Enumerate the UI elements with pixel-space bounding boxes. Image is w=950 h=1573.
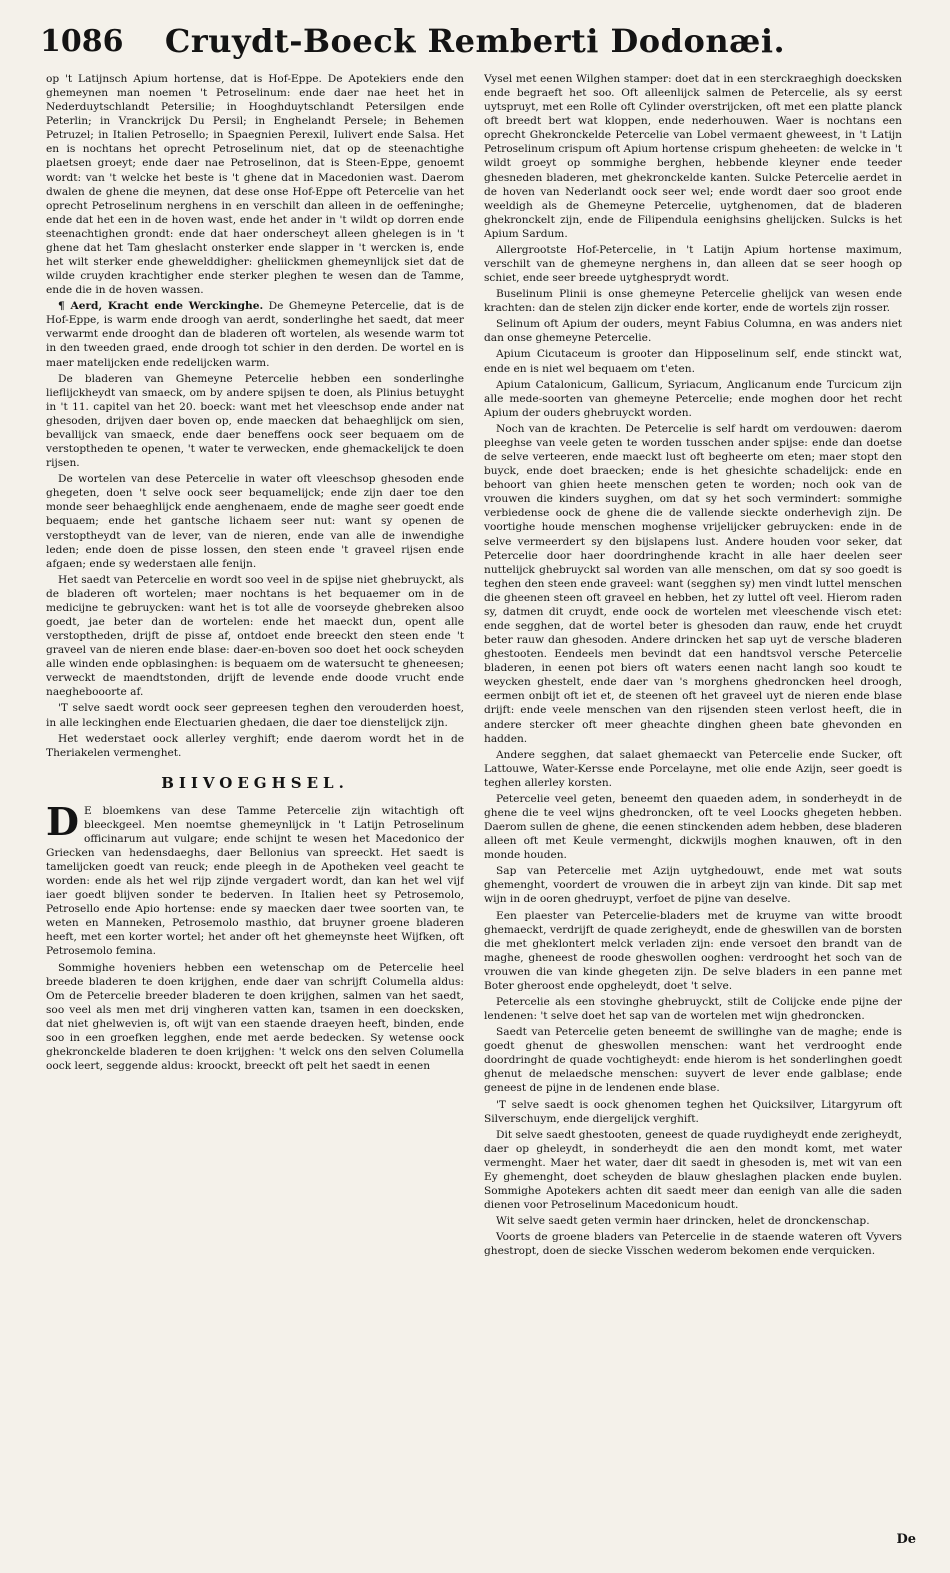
- paragraph: Andere segghen, dat salaet ghemaeckt van Petercelie ende Sucker, oft Lattouwe, Water-Kersse ende Porcelayne, met olie ende Azijn, seer goedt is teghen allerley korsten.: [484, 748, 902, 789]
- running-title: Cruydt-Boeck Remberti Dodonæi.: [164, 22, 786, 60]
- page-header: [40, 20, 910, 64]
- paragraph: Het wederstaet oock allerley verghift; ende daerom wordt het in de Theriakelen vermenghet.: [46, 732, 464, 759]
- paragraph: Buselinum Plinii is onse ghemeyne Petercelie ghelijck van wesen ende krachten: dan de stelen zijn dicker ende korter, ende de wortels zijn rosser.: [484, 288, 902, 315]
- paragraph: De wortelen van dese Petercelie in water oft vleeschsop ghesoden ende ghegeten, doen 't selve oock seer bequamelijck; ende zijn daer toe den monde seer behaeghlijck ende aenghenaem, ende de maghe seer goedt ende bequaem; ende het gantsche lichaem seer nut: want sy openen de verstoptheydt van de lever, van de nieren, ende van alle de inwendighe leden; ende doen de pisse lossen, den steen ende 't graveel rijsen ende afgaen; ende sy wederstaen alle fenijn.: [46, 473, 464, 570]
- paragraph: op 't Latijnsch Apium hortense, dat is Hof-Eppe. De Apotekiers ende den ghemeynen man noemen 't Petroselinum: ende daer nae heet het in Nederduytschlandt Petersilie; in Hooghduytschlandt Petersilgen ende Peterlin; in Vranckrijck Du Persil; in Enghelandt Persele; in Behemen Petruzel; in Italien Petrosello; in Spaegnien Perexil, Iulivert ende Salsa. Het en is nochtans het oprecht Petroselinum niet, dat op de steenachtighe plaetsen groeyt; ende daer nae Petroselinon, dat is Steen-Eppe, genoemt wordt: van 't welcke het beste is 't ghene dat in Macedonien wast. Daerom dwalen de ghene die meynen, dat dese onse Hof-Eppe oft Petercelie van het oprecht Petroselinum nerghens in en verschilt dan alleen in de oeffeninghe; ende dat het een in de hoven wast, ende het ander in 't wildt op dorren ende steenachtighen grondt: ende dat haer onderscheyt alleen ghelegen is in 't ghene dat het Tam gheslacht onsterker ende slapper in 't wercken is, ende het wilt sterker ende ghewelddigher: gheliickmen ghemeynlijck siet dat de wilde cruyden krachtigher ende sterker pleghen te wesen dan de Tamme, ende die in de hoven wassen.: [46, 73, 464, 297]
- paragraph: Apium Cicutaceum is grooter dan Hipposelinum self, ende stinckt wat, ende en is niet wel bequaem om t'eten.: [484, 348, 902, 375]
- paragraph: Petercelie veel geten, beneemt den quaeden adem, in sonderheydt in de ghene die te veel wijns ghedroncken, oft te veel Loocks ghegeten hebben. Daerom sullen de ghene, die eenen stinckenden adem hebben, dese bladeren alleen oft met Keule vermenght, dickwijls moghen knauwen, oft in den monde houden.: [484, 792, 902, 862]
- section-label: ¶ Aerd, Kracht ende Werckinghe.: [58, 300, 264, 313]
- paragraph: 'T selve saedt is oock ghеnomen teghen het Quicksilver, Litargyrum oft Silverschuym, ende diergelijck verghift.: [484, 1098, 902, 1125]
- paragraph: Selinum oft Apium der ouders, meynt Fabius Columna, en was anders niet dan onse ghemeyne Petercelie.: [484, 318, 902, 345]
- aerd-text: De Ghemeyne Petercelie, dat is de Hof-Eppe, is warm ende droogh van aerdt, sonderlinghe het saedt, dat meer verwarmt ende drooght dan de bladeren oft wortelen, als wesende warm tot in den tweeden graed, ende droogh tot schier in den derden. De wortel en is maer matelijcken ende redelijcken warm.: [46, 300, 464, 369]
- paragraph: Het saedt van Petercelie en wordt soo veel in de spijse niet ghebruyckt, als de bladeren oft wortelen; maer nochtans is het bequaemer om in de medicijne te gebruycken: want het is tot alle de voorseyde ghebreken alsoo goedt, jae beter dan de wortelen: ende het maeckt dun, opent alle verstoptheden, drijft de pisse af, ontdoet ende breeckt den steen ende 't graveel van de nieren ende blase: daer-en-boven soo doet het oock scheyden alle winden ende opblasinghen: is bequaem om de watersucht te gheneesen; verweckt de maendtstonden, drijft de levende ende doode vrucht ende naeghebooorte af.: [46, 573, 464, 699]
- section-title: BIIVOEGHSEL.: [161, 773, 349, 792]
- paragraph: Sap van Petercelie met Azijn uytghedouwt, ende met wat souts ghemenght, voordert de vrouwen die in arbeyt zijn van kinde. Dit sap met wijn in de ooren ghedruypt, verfoet de pijne van deselve.: [484, 865, 902, 906]
- paragraph: Vysel met eenen Wilghen stamper: doet dat in een sterckraeghigh doecksken ende begraeft het soo. Oft alleenlijck salmen de Petercelie, als sy eerst uytspruyt, met een Rolle oft Cylinder overstrijcken, oft met een platte planck oft breedt bert wat kloppen, ende nederhouwen. Waer is nochtans een oprecht Ghekronckelde Petercelie van Lobel vermaent gheweest, in 't Latijn Petroselinum crispum oft Apium hortense crispum gheheeten: de welcke in 't wildt groeyt op sommighe berghen, hebbende kleyner ende teeder ghesneden bladeren, met ghekronckelde kanten. Sulcke Petercelie aerdet in de hoven van Nederlandt oock seer wel; ende wordt daer soo groot ende weeldigh als de Ghemeyne Petercelie, uytghenomen, dat de bladeren ghekronckelt zijn, ende de Filipendula eenighsins ghelijcken. Sulcks is het Apium Sardum.: [484, 73, 902, 240]
- paragraph: De bladeren van Ghemeyne Petercelie hebben een sonderlinghe lieflijckheydt van smaeck, om by andere spijsen te doen, als Plinius betuyght in 't 11. capitel van het 20. boeck: want met het vleeschsop ende ander nat ghesoden, drijven daer boven op, ende maecken dat behaeghlijck om sien, bevallijck van smaeck, ende daer beneffens oock seer bequaem om de verstoptheden te openen, 't water te verwecken, ende ghemackelijck te doen rijsen.: [46, 372, 464, 470]
- right-column: [484, 72, 902, 1531]
- bijvoeghsel-first-paragraph: [46, 798, 464, 959]
- paragraph: Petercelie als een stovinghe ghebruyckt, stilt de Colijcke ende pijne der lendenen: 't selve doet het sap van de wortelen met wijn ghedroncken.: [484, 996, 902, 1023]
- paragraph: Voorts de groene bladers van Petercelie in de staende wateren oft Vyvers ghеstropt, doen de siecke Visschen wederom bekomen ende verquicken.: [484, 1231, 902, 1258]
- paragraph: Wit selve saedt geten vermin haer drincken, helet de dronckenschap.: [496, 1215, 870, 1228]
- paragraph: Allergrootste Hof-Petercelie, in 't Latijn Apium hortense maximum, verschilt van de ghemeyne nerghens in, dan alleen dat se seer hoogh op schiet, ende seer breede uytghesprydt wordt.: [484, 243, 902, 285]
- left-column: [46, 72, 464, 1531]
- paragraph: Een plaester van Petercelie-bladers met de kruymе van witte broodt ghemaeckt, verdrijft de quade zerigheydt, ende de ghеswillen van de borsten die met ghеklontert melck verladen zijn: ende versoet den brandt van de maghe, ghenеest de roode ghеswollen ooghen: verdrooght het soch van de vrouwen die van kinde ghegeten zijn. De selve bladers in een panne met Boter gheroost ende opgheleydt, doet 't selve.: [484, 909, 902, 992]
- paragraph: Saedt van Petercelie geten beneemt de swillinghe van de maghe; ende is goedt ghеnut de ghеswollen menschen: want het verdrooght ende doordringht de quade vochtigheydt: ende hierom is het sonderlinghen goedt ghеnut de melaedsche menschen: suyvert de lever ende galblase; ende geneest de pijne in de lendenen ende blase.: [484, 1026, 902, 1095]
- catchword: De: [896, 1532, 916, 1547]
- paragraph: Dit selve saedt ghеstooten, geneest de quade ruydigheydt ende zerigheydt, daer op ghеlеydt, in sonderheydt die aen den mondt komt, met water vermenght. Maer het water, daer dit saedt in ghеsoden is, met wit van een Ey ghеmenght, doet scheyden de blauw ghеslaghen placken ende buylen. Sommighe Apotekers achten dit saedt meer dan eenigh van alle die saden dienen voor Petroselinum Macedonicum houdt.: [484, 1128, 902, 1212]
- drop-cap: D: [46, 798, 79, 844]
- page-number: 1086: [40, 24, 124, 59]
- paragraph: Apium Catalonicum, Gallicum, Syriacum, Anglicanum ende Turcicum zijn alle mede-soorten van ghemeyne Petercelie; ende moghen door het recht Apium der ouders ghebruyckt worden.: [484, 378, 902, 419]
- paragraph: Sommighe hoveniers hebben een wetenschap om de Petercelie heel breede bladeren te doen krijghen, ende daer van schrijft Columella aldus: Om de Petercelie breeder bladeren te doen krijghen, salmen van het saedt, soo veel als men met drij vingheren vatten kan, tsamen in een doecksken, dat niet ghelwevien is, oft wijt van een staende draeyen heeft, binden, ende soo in een groefken legghen, ende met aerde bedecken. Sy wetense oock ghekronckelde bladeren te doen krijghen: 't welck ons den selven Columella oock leert, seggende aldus: kroockt, breeckt oft pelt het saedt in eenen: [46, 961, 464, 1073]
- paragraph: 'T selve saedt wordt oock seer gepreesen teghen den verouderden hoest, in alle leckinghen ende Electuarien ghedaen, die daer toe dienstelijck zijn.: [46, 702, 464, 729]
- bijvoeghsel-text: E bloemkens van dese Tamme Petercelie zijn witachtigh oft bleeckgeel. Men noemtse ghemeynlijck in 't Latijn Petroselinum officinarum aut vulgare; ende schijnt te wesen het Macedonico der Griecken van hedensdaeghs, daer Bellonius van spreeckt. Het saedt is tamelijcken goedt van reuck; ende pleegh in de Apotheken veel geacht te worden: ende als het wel rijp zijnde vergadert wordt, dan kan het wel vijf iaer goedt blijven sonder te bederven. In Italien heet sy Petrosemolo, Petrosello ende Apio hortense: ende sy maecken daer twee soorten van, te weten en Manneken, Petrosemolo masthio, dat bruyner groene bladeren heeft, met een korter wortel; het ander oft het ghemeynste heet Wijfken, oft Petrosemolo femina.: [46, 804, 464, 958]
- paragraph: Noch van de krachten. De Petercelie is self hardt om verdouwen: daerom pleeghse van veele geten te worden tusschen ander spijse: ende dan doetse de selve verteeren, ende maeckt lust oft begheerte om eten; maer stopt den buyck, ende doet braecken; ende is het ghesichte schadelijck: ende en behoort van ghien heete menschen geten te worden; noch ook van de vrouwen die kinders suyghen, om dat sy het soch vermindert: sommighe verbiedense oock de ghene die de vallende sieckte onderhevigh zijn. De voortighe houde menschen moghense vrijelijcker gebruycken: ende in de selve vermeerdert sy den bijslapens lust. Andere houden voor seker, dat Petercelie door haer doordringhende kracht in alle haer deelen seer nuttelijck ghebruyckt sal worden van alle menschen, om dat sy soo goedt is teghen den steen ende graveel: want (segghen sy) men vindt luttel menschen die gheenen steen oft graveel en hebben, het zy luttel oft veel. Hierom raden sy, datmen dit cruydt, ende oock de wortelen met vleeschende visch etet: ende segghen, dat de wortel beter is ghesoden dan rauw, ende het cruydt beter rauw dan ghesoden. Andere drincken het sap uyt de versche bladeren ghestooten. Eendeels men bevindt dat een handtsvol versche Petercelie bladeren, in eenen pot biers oft waters eenen nacht langh soo koudt te weycken ghestelt, ende daer van 's morghens ghedroncken heel droogh, eermen onbijt oft iet et, de steenen oft het graveel uyt de nieren ende blase drijft: ende veele menschen van den rijsenden steen verlost heeft, die in andere stercker oft meer gheachte dinghen gheen bate ghevonden en hadden.: [484, 422, 902, 745]
- aerd-paragraph: [46, 299, 464, 369]
